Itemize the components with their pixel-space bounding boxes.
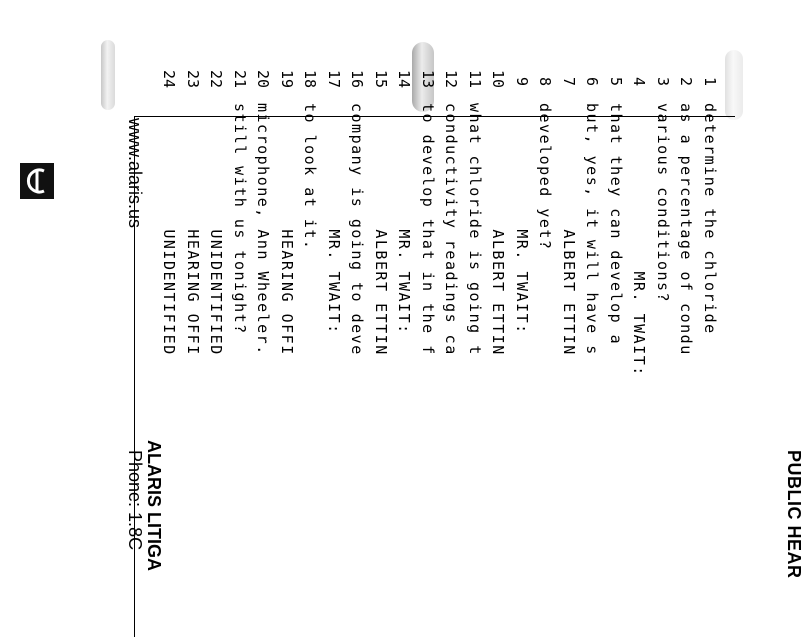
transcript-line-text: company is going to deve — [348, 103, 367, 356]
transcript-line-text: HEARING OFFI — [278, 103, 296, 356]
line-number: 23 — [184, 70, 202, 89]
transcript-line-text: MR. TWAIT: — [325, 103, 343, 335]
transcript-line-text: MR. TWAIT: — [395, 103, 414, 335]
line-number: 22 — [207, 70, 226, 89]
line-number: 6 — [583, 76, 602, 86]
line-number: 17 — [325, 70, 343, 89]
transcript-line-text: but, yes, it will have s — [583, 103, 602, 356]
line-number: 18 — [301, 70, 320, 89]
line-number: 15 — [372, 70, 390, 89]
transcript-line-text: what chloride is going t — [466, 103, 484, 356]
line-number: 9 — [513, 76, 531, 86]
line-number: 10 — [489, 70, 508, 89]
transcript-line-text: developed yet? — [536, 103, 555, 251]
transcript-line-text: that they can develop a — [607, 103, 625, 346]
transcript-line-text: as a percentage of condu — [677, 103, 696, 356]
line-number: 14 — [395, 70, 414, 89]
footer-website: www.alaris.us — [125, 118, 145, 229]
line-number: 19 — [278, 70, 296, 89]
line-number: 1 — [701, 76, 719, 86]
line-number: 21 — [231, 70, 249, 89]
line-number: 13 — [419, 70, 437, 89]
transcript-line-text: various conditions? — [654, 103, 672, 304]
line-number: 11 — [466, 70, 484, 89]
line-number: 2 — [677, 76, 696, 86]
footer-phone: Phone: 1.8C — [125, 450, 145, 551]
page-title: PUBLIC HEAR — [784, 450, 804, 579]
line-number: 16 — [348, 70, 367, 89]
line-number: 4 — [630, 76, 649, 86]
line-number: 20 — [254, 70, 273, 89]
line-number: 7 — [560, 76, 578, 86]
transcript-line-text: UNIDENTIFIED — [160, 103, 179, 356]
line-number: 24 — [160, 70, 179, 89]
transcript-line-text: UNIDENTIFIED — [207, 103, 226, 356]
transcript-line-text: HEARING OFFI — [184, 103, 202, 356]
line-number: 5 — [607, 76, 625, 86]
transcript-line-text: to develop that in the f — [419, 103, 437, 356]
transcript-line-text: ALBERT ETTIN — [372, 103, 390, 356]
footer-brand: ALARIS LITIGA — [144, 440, 164, 571]
transcript-line-text: ALBERT ETTIN — [560, 103, 578, 356]
transcript-line-text: microphone, Ann Wheeler. — [254, 103, 273, 356]
line-number: 8 — [536, 76, 555, 86]
line-number: 12 — [442, 70, 461, 89]
transcript-line-text: ALBERT ETTIN — [489, 103, 508, 356]
transcript-line-text: still with us tonight? — [231, 103, 249, 335]
transcript-line-text: to look at it. — [301, 103, 320, 251]
transcript-line-text: MR. TWAIT: — [630, 103, 649, 377]
transcript-line-text: MR. TWAIT: — [513, 103, 531, 335]
transcript-line-text: determine the chloride — [701, 103, 719, 346]
transcript-line-text: conductivity readings ca — [442, 103, 461, 356]
line-number: 3 — [654, 76, 672, 86]
